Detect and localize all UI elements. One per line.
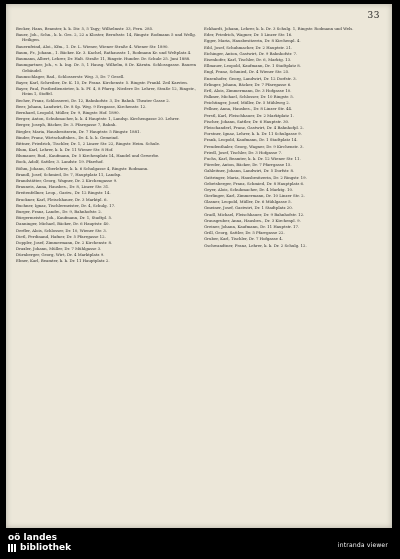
directory-entry: Ferstl, Karl, Fleischhauer, Dr. 2 Marktplatz 1. <box>204 112 294 118</box>
directory-entry: Doppler, Josef, Zimmermann, Dr. 2 Kirchenstr. 8. <box>16 239 113 245</box>
directory-entry: Gradl, Michael, Fleischhauer, Dr. 9 Bahnhofstr. 12. <box>204 211 305 217</box>
directory-entry: Gahleitner, Johann, Landwirt, Dr. 5 Dorfstr. 8. <box>204 168 295 174</box>
directory-entry: Geyer, Alois, Schuhmacher, Dr. 4 Marktg. 10. <box>204 186 294 192</box>
directory-entry: Eckhardt, Johann, Lehrer, k. k. Dr. 3 Schulg. 1, Ringstr. Rodmann und Wels. <box>204 26 354 31</box>
directory-entry: Füreder, Anton, Bäcker, Dr. 7 Pfarrgasse 15. <box>204 162 292 168</box>
left-column <box>16 26 196 265</box>
directory-entry: Glasner, Leopold, Müller, Dr. 6 Mühlgasse 5. <box>204 199 292 205</box>
directory-entry: Engl, Franz, Schmied, Dr. 4 Wiener Str. 25. <box>204 69 290 75</box>
directory-entry: Bernhard, Leopold, Müller, Dr. 9, Ringstr. Hof. 1890. <box>16 109 120 115</box>
directory-entry: Bauer, Joh., Schn., k. k. Ges. 2, 22 a Kloster, Berufsstr. 14, Ringstr. Rodmann 5 und Wellg. Heiligen. <box>16 32 196 43</box>
directory-entry: Baumschlager, Rad., Schlosserstr. Weg. 3, Dr. 7 Gesell. <box>16 73 125 79</box>
directory-entry: Greiner, Johann, Kaufmann, Dr. 11 Hauptstr. 17. <box>204 224 300 229</box>
directory-entry: Draxler, Johann, Müller, Dr. 7 Mühlgasse 3. <box>16 246 102 252</box>
directory-entry: Brandl, Josef, Schmied, Dr. 7, Hauptplatz 11, Landsp. <box>16 171 122 177</box>
right-column <box>204 26 384 249</box>
directory-entry: Erlinger, Johann, Bäcker, Dr. 7 Pfarrgasse 6. <box>204 81 292 87</box>
page-number: 33 <box>367 11 380 21</box>
directory-entry: Feichtinger, Josef, Müller, Dr. 5 Mühlweg 2. <box>204 100 290 106</box>
directory-entry: Baum, Fr., Johann., 1. Bäcker. Kr. 3. Kachel, Rathausstr. 1, Rodmann Kr. und Weltplatz 4. <box>16 49 192 55</box>
directory-entry: Bauernfeind, Aloi., Kfm., 1. Dr. L. Wiener, Wiener Straße 4. Wiener Str. 1890. <box>16 43 169 49</box>
directory-entry: Gmeiner, Josef, Gastwirt, Dr. 1 Stadtplatz 20. <box>204 205 293 211</box>
directory-entry: Blum, Karl, Lehrer, k. k. Dr. 11 Wiener Str. 8 Hof. <box>16 147 114 153</box>
directory-entry: Ertl, Alois, Zimmermann, Dr. 3 Hofgasse 10. <box>204 87 292 93</box>
directory-entry: Bock, Adolf, Sattler, 3. Landstr. 19. Pfarrhof. <box>16 159 104 165</box>
directory-entry: Fleischanderl, Franz, Gastwirt, Dr. 4 Bahnhofpl. 2. <box>204 125 304 130</box>
directory-entry: Bittner, Friedrich, Tischler, Dr. 1, 2 Linzer Str. 22, Ringstr. Heim. Schule. <box>16 140 161 146</box>
directory-entry: Bruckner, Karl, Fleischhauer, Dr. 3 Marktpl. 6. <box>16 196 108 202</box>
directory-entry: Gschwandtner, Franz, Lehrer, k. k. Dr. 2 Schulg. 12. <box>204 242 307 248</box>
directory-entry: Fellner, Anna, Hausbes., Dr. 8 Linzer Str. 44. <box>204 106 293 112</box>
directory-entry: Baumgartner, Joh., v. k. Ing. Dr. 5, 1 Hausg. Wilhelm, 8 Dr. Kärntn. Schlossgasse. Bauren Gebäudel. <box>16 62 196 73</box>
directory-entry: Falkner, Michael, Schlosser, Dr. 10 Ringstr. 5. <box>204 94 295 100</box>
directory-entry: Grausgruber, Anna, Hausbes., Dr. 3 Kirchenpl. 9. <box>204 217 301 223</box>
directory-entry: Bayer, Paul, Postbediensteter, k. k. Pf. 4, 8 Pfarrg. Niedere Dr. Lehrer, Straße 12, Ringstr., Heim 1, Stoffel. <box>16 86 196 97</box>
directory-entry: Fuchs, Karl, Beamter, k. k. Dr. 12 Wiener Str. 11. <box>204 155 301 161</box>
directory-entry: Derfler, Alois, Schlosser, Dr. 10, Wiener Str. 3. <box>16 227 108 233</box>
directory-entry: Becher, Franz, Schlosserei, Dr. 12, Bahnhofstr. 3, Dr. Bahnh. Theater Gasse 2. <box>16 97 170 103</box>
directory-entry: Forstner, Ignaz, Lehrer, k. k. Dr. 11 Schulgasse 9. <box>204 131 302 137</box>
directory-entry: Frank, Leopold, Kaufmann, Dr. 1 Stadtplatz 14. <box>204 137 298 143</box>
directory-entry: Becker, Hans, Beamter, k. k. Dir. 5, 5 Tagy; Wilhelmstr. 33, Fern. 285. <box>16 26 154 31</box>
directory-entry: Gattringer, Maria, Hausbesitzerin, Dr. 2 Ringstr. 19. <box>204 174 307 180</box>
directory-entry: Brandstätter, Georg, Wagner, Dr. 2 Kirchengasse 9. <box>16 178 118 184</box>
library-logo[interactable] <box>8 533 71 553</box>
directory-entry: Ebner, Karl, Beamter, k. k. Dr. 11 Hauptplatz 2. <box>16 258 110 264</box>
directory-entry: Baumann, Albert, Lehrer, Dr. Halt. Straße 11, Ringstr. Hunder. Dr. Schule 25. Juni 1888. <box>16 56 191 62</box>
directory-entry: Böhm, Johann, Oberlehrer, k. k. 6 Schulgasse 4, Ringstr. Rodmann. <box>16 165 149 171</box>
directory-entry: Brauneis, Anna, Hausbes., Dr. 8, Linzer Str. 31. <box>16 184 110 190</box>
directory-entry: Blumauer, Rud., Kaufmann, Dr. 5 Kirchenplatz 14, Handel und Gewerbe. <box>16 153 160 159</box>
directory-entry: Gruber, Karl, Tischler, Dr. 7 Hofgasse 4. <box>204 236 283 242</box>
directory-entry: Biegler, Maria, Hausbesitzerin, Dr. 7 Hauptstr. 5 Ringstr. 1881. <box>16 128 141 134</box>
directory-entry: Danninger, Michael, Bäcker, Dr. 6 Hauptstr. 40. <box>16 221 110 227</box>
viewer-label[interactable]: intranda viewer <box>337 542 388 549</box>
logo-text-line2: bibliothek <box>20 543 72 553</box>
directory-entry: Grill, Georg, Sattler, Dr. 5 Pfarrgasse 22. <box>204 230 285 236</box>
directory-entry: Dürnberger, Georg, Wirt, Dr. 4 Marktplatz 9. <box>16 252 105 258</box>
directory-entry: Enzenhofer, Georg, Landwirt, Dr. 12 Dorfstr. 3. <box>204 75 297 81</box>
directory-entry: Fischer, Johann, Sattler, Dr. 6 Hauptstr. 30. <box>204 118 290 124</box>
directory-entry: Berger, Joseph, Bäcker, Dr. 3. Pfarrgasse 7, Bahnh. <box>16 122 117 128</box>
directory-entry: Eder, Friedrich, Wagner, Dr. 5 Linzer Str. 16. <box>204 32 293 38</box>
directory-entry: Eichinger, Anton, Gastwirt, Dr. 9 Bahnhofstr. 7. <box>204 50 298 56</box>
logo-text-line1: oö landes <box>8 533 57 543</box>
directory-entry: Breitenfellner, Leop., Gastw., Dr. 12 Ringstr. 14. <box>16 190 111 196</box>
directory-entry: Gebetsberger, Franz, Schmied, Dr. 8 Hauptplatz 6. <box>204 180 305 186</box>
directory-entry: Buchner, Ignaz, Tischlermeister, Dr. 4, Schulg. 17. <box>16 202 116 208</box>
directory-entry: Friedl, Josef, Tischler, Dr. 3 Hofgasse 7. <box>204 149 283 155</box>
logo-bars-icon <box>8 544 16 552</box>
directory-entry: Bürgermeister, Joh., Kaufmann, Dr. 1, Stadtpl. 5. <box>16 215 113 221</box>
directory-entry: Beer, Johann, Landwirt, Dr. 8 Sp. Weg. 9 Erzgasse, Kirchenstr. 12. <box>16 103 147 109</box>
directory-entry: Dietl, Ferdinand, Hafner, Dr. 5 Pfarrgasse 12. <box>16 233 106 239</box>
directory-entry: Berger, Anton, Schuhmacher, k. k. 4 Hauptstr. 1, Landsp. Kirchengasse 20. Lehrer. <box>16 116 180 122</box>
scanned-page <box>6 4 392 528</box>
directory-entry: Eibl, Josef, Schuhmacher, Dr. 2 Hauptstr. 21. <box>204 44 293 50</box>
directory-entry: Ellmauer, Leopold, Kaufmann, Dr. 1 Stadtplatz 8. <box>204 63 301 69</box>
directory-entry: Freudenthaler, Georg, Wagner, Dr. 9 Kirchenstr. 3. <box>204 143 304 149</box>
directory-entry: Eisenhofer, Karl, Tischler, Dr. 6, Marktg. 13. <box>204 56 292 62</box>
directory-entry: Gierlinger, Karl, Zimmermann, Dr. 10 Linzer Str. 2. <box>204 193 305 199</box>
directory-entry: Binder, Franz, Wirtschaftsbes., Dr. 4. k. k. Gemeind. <box>16 134 119 140</box>
viewer-footer <box>0 528 400 559</box>
directory-entry: Egger, Maria, Hausbesitzerin, Dr. 8 Kirchenpl. 4. <box>204 38 301 44</box>
directory-entry: Bayer, Karl, Schreiber, Dr. K. 15, Dr. Franz. Kirchenstr. 5. Ringstr. Frankl. Zeil Karsten. <box>16 79 189 85</box>
directory-entry: Burger, Franz, Landw., Dr. 9, Bahnhofstr. 2. <box>16 208 102 214</box>
